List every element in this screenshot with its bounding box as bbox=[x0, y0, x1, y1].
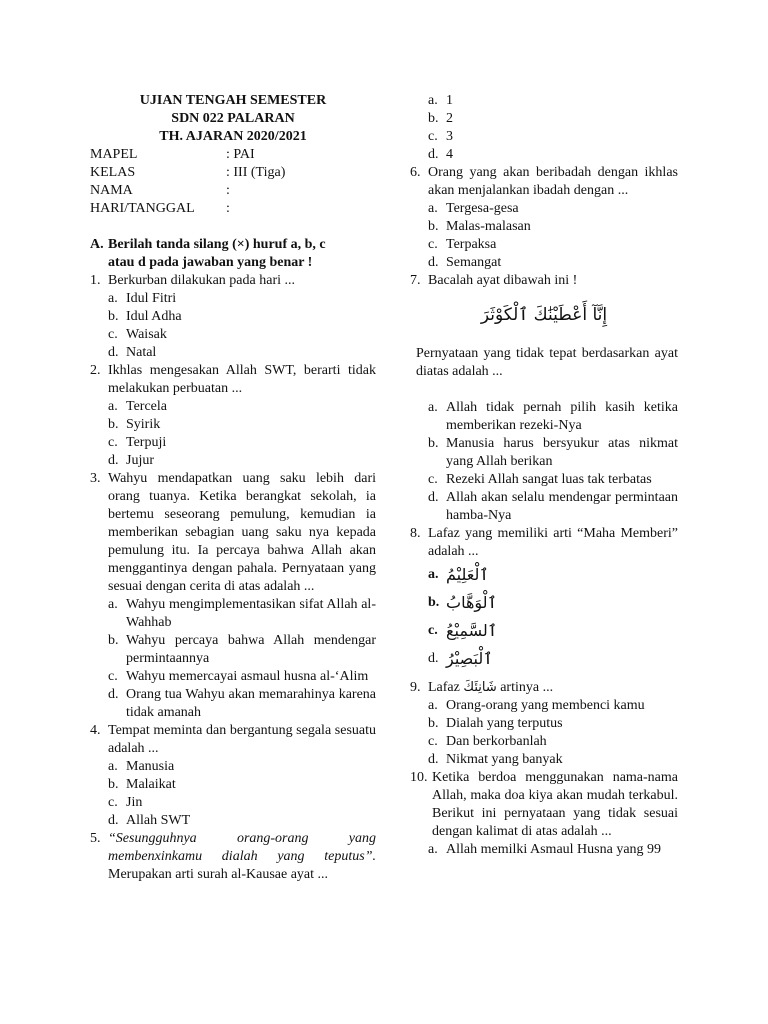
option-letter: a. bbox=[428, 93, 438, 108]
option-text: Syirik bbox=[126, 417, 161, 432]
question-2 bbox=[90, 362, 376, 398]
option-a[interactable] bbox=[90, 398, 376, 416]
question-10 bbox=[410, 769, 678, 841]
info-row-kelas bbox=[90, 164, 376, 182]
option-text: Jin bbox=[126, 795, 143, 810]
option-b[interactable] bbox=[90, 308, 376, 326]
option-b[interactable] bbox=[410, 110, 678, 128]
option-letter: a. bbox=[108, 597, 118, 612]
option-letter: b. bbox=[108, 633, 119, 648]
option-text: Idul Fitri bbox=[126, 291, 177, 306]
question-number: 2. bbox=[90, 363, 101, 378]
option-text: 1 bbox=[446, 93, 453, 108]
info-row-nama bbox=[90, 182, 376, 200]
option-d[interactable] bbox=[90, 812, 376, 830]
option-letter: b. bbox=[428, 595, 440, 610]
section-line-2: atau d pada jawaban yang benar ! bbox=[108, 255, 313, 270]
info-row-mapel bbox=[90, 146, 376, 164]
option-letter: c. bbox=[108, 435, 118, 450]
school-name: SDN 022 PALARAN bbox=[171, 111, 295, 126]
option-text: Allah SWT bbox=[126, 813, 191, 828]
option-letter: b. bbox=[428, 716, 439, 731]
option-letter: b. bbox=[428, 436, 439, 451]
option-text: Orang tua Wahyu akan memarahinya karena tidak amanah bbox=[126, 687, 376, 720]
question-text: Ketika berdoa menggunakan nama-nama Allah, maka doa kiya akan mudah terkabul. Berikut ini pernyataan yang tidak sesuai dengan kalimat di atas adalah ... bbox=[432, 770, 678, 839]
option-d[interactable] bbox=[410, 645, 678, 673]
option-text: Terpaksa bbox=[446, 237, 497, 252]
option-letter: c. bbox=[428, 734, 438, 749]
question-9 bbox=[410, 679, 678, 697]
section-instruction bbox=[90, 236, 376, 272]
option-text: Dialah yang terputus bbox=[446, 716, 563, 731]
option-letter: c. bbox=[108, 327, 118, 342]
option-text: 2 bbox=[446, 111, 453, 126]
question-text: Berkurban dilakukan pada hari ... bbox=[108, 273, 295, 288]
option-text: Wahyu percaya bahwa Allah mendengar permintaannya bbox=[126, 633, 376, 666]
option-a[interactable] bbox=[90, 290, 376, 308]
student-info bbox=[90, 146, 376, 218]
question-text bbox=[428, 679, 678, 697]
option-text: Waisak bbox=[126, 327, 167, 342]
section-line-1: Berilah tanda silang (×) huruf a, b, c bbox=[108, 237, 326, 252]
question-5 bbox=[90, 830, 376, 884]
option-text: Manusia harus bersyukur atas nikmat yang Allah berikan bbox=[446, 436, 678, 469]
option-c[interactable] bbox=[90, 668, 376, 686]
option-letter: c. bbox=[108, 795, 118, 810]
option-d[interactable] bbox=[90, 344, 376, 362]
option-text: Nikmat yang banyak bbox=[446, 752, 563, 767]
option-letter: d. bbox=[428, 147, 439, 162]
option-text: Tercela bbox=[126, 399, 167, 414]
question-number: 6. bbox=[410, 165, 421, 180]
question-3 bbox=[90, 470, 376, 596]
option-text: Jujur bbox=[126, 453, 154, 468]
option-letter: a. bbox=[428, 698, 438, 713]
info-key: KELAS bbox=[90, 165, 136, 180]
option-c[interactable] bbox=[90, 434, 376, 452]
option-text: Orang-orang yang membenci kamu bbox=[446, 698, 645, 713]
option-b[interactable] bbox=[410, 589, 678, 617]
option-a[interactable] bbox=[90, 596, 376, 632]
option-letter: c. bbox=[108, 669, 118, 684]
option-c[interactable] bbox=[410, 733, 678, 751]
option-a[interactable] bbox=[410, 200, 678, 218]
option-text: 3 bbox=[446, 129, 453, 144]
question-number: 1. bbox=[90, 273, 101, 288]
question-text: Bacalah ayat dibawah ini ! bbox=[428, 273, 578, 288]
option-letter: c. bbox=[428, 129, 438, 144]
option-letter: b. bbox=[428, 111, 439, 126]
question-text: Ikhlas mengesakan Allah SWT, berarti tidak melakukan perbuatan ... bbox=[108, 363, 376, 396]
option-c[interactable] bbox=[410, 128, 678, 146]
option-letter: a. bbox=[428, 400, 438, 415]
option-text: Wahyu mengimplementasikan sifat Allah al-Wahhab bbox=[126, 597, 376, 630]
question-prefix: Lafaz bbox=[428, 680, 460, 695]
option-a[interactable] bbox=[410, 561, 678, 589]
question-1 bbox=[90, 272, 376, 290]
question-text-rest: Merupakan arti surah al-Kausae ayat ... bbox=[108, 867, 329, 882]
question-7 bbox=[410, 272, 678, 290]
info-value: : III (Tiga) bbox=[226, 165, 286, 180]
question-number: 9. bbox=[410, 680, 421, 695]
option-letter: d. bbox=[428, 255, 439, 270]
option-letter: d. bbox=[108, 453, 119, 468]
question-number: 3. bbox=[90, 471, 101, 486]
option-b[interactable] bbox=[90, 416, 376, 434]
option-a[interactable] bbox=[90, 758, 376, 776]
question-text bbox=[108, 830, 376, 884]
option-text: Semangat bbox=[446, 255, 502, 270]
option-letter: a. bbox=[108, 291, 118, 306]
exam-title: UJIAN TENGAH SEMESTER bbox=[139, 93, 327, 108]
question-text: Tempat meminta dan bergantung segala sesuatu adalah ... bbox=[108, 723, 376, 756]
option-b[interactable] bbox=[90, 776, 376, 794]
option-a[interactable] bbox=[410, 92, 678, 110]
option-d[interactable] bbox=[410, 489, 678, 525]
option-text: Rezeki Allah sangat luas tak terbatas bbox=[446, 472, 652, 487]
option-text: Allah tidak pernah pilih kasih ketika memberikan rezeki-Nya bbox=[446, 400, 678, 433]
question-number: 8. bbox=[410, 526, 421, 541]
academic-year: TH. AJARAN 2020/2021 bbox=[159, 129, 307, 144]
question-6 bbox=[410, 164, 678, 200]
section-letter: A. bbox=[90, 237, 104, 252]
info-row-hari-tanggal bbox=[90, 200, 376, 218]
question-number: 5. bbox=[90, 831, 101, 846]
info-key: NAMA bbox=[90, 183, 133, 198]
option-letter: d. bbox=[108, 687, 119, 702]
arabic-word: شَانِئَكَ bbox=[463, 680, 497, 695]
question-suffix: artinya ... bbox=[500, 680, 554, 695]
option-letter: b. bbox=[108, 417, 119, 432]
option-c[interactable] bbox=[90, 326, 376, 344]
question-text: Orang yang akan beribadah dengan ikhlas akan menjalankan ibadah dengan ... bbox=[428, 165, 678, 198]
option-a[interactable] bbox=[410, 697, 678, 715]
option-letter: a. bbox=[108, 399, 118, 414]
option-d[interactable] bbox=[90, 686, 376, 722]
info-key: MAPEL bbox=[90, 147, 138, 162]
option-letter: a. bbox=[428, 842, 438, 857]
question-8 bbox=[410, 525, 678, 561]
option-a[interactable] bbox=[410, 399, 678, 435]
arabic-verse: إِنَّآ أَعْطَيْنَٰكَ ٱلْكَوْثَرَ bbox=[480, 305, 608, 325]
info-value: : PAI bbox=[226, 147, 255, 162]
question-number: 7. bbox=[410, 273, 421, 288]
option-text: Allah akan selalu mendengar permintaan hamba-Nya bbox=[446, 490, 678, 523]
option-b[interactable] bbox=[410, 218, 678, 236]
option-b[interactable] bbox=[90, 632, 376, 668]
option-letter: d. bbox=[428, 752, 439, 767]
option-c[interactable] bbox=[410, 617, 678, 645]
option-letter: a. bbox=[428, 201, 438, 216]
option-d[interactable] bbox=[410, 146, 678, 164]
option-letter: c. bbox=[428, 623, 438, 638]
question-number: 10. bbox=[410, 770, 428, 785]
option-text: Terpuji bbox=[126, 435, 167, 450]
option-letter: b. bbox=[108, 777, 119, 792]
question-number: 4. bbox=[90, 723, 101, 738]
option-c[interactable] bbox=[410, 236, 678, 254]
option-text: Tergesa-gesa bbox=[446, 201, 519, 216]
option-text: Manusia bbox=[126, 759, 175, 774]
option-a[interactable] bbox=[410, 841, 678, 859]
option-letter: c. bbox=[428, 472, 438, 487]
option-text: Malaikat bbox=[126, 777, 176, 792]
option-letter: d. bbox=[428, 651, 439, 666]
option-d[interactable] bbox=[410, 254, 678, 272]
option-letter: b. bbox=[428, 219, 439, 234]
option-text: Allah memilki Asmaul Husna yang 99 bbox=[446, 842, 662, 857]
question-statement: Pernyataan yang tidak tepat berdasarkan ayat diatas adalah ... bbox=[416, 346, 678, 379]
info-key: HARI/TANGGAL bbox=[90, 201, 195, 216]
option-d[interactable] bbox=[410, 751, 678, 769]
info-value: : bbox=[226, 183, 230, 198]
option-arabic: ٱلْعَلِيْمُ bbox=[446, 565, 489, 584]
left-column bbox=[90, 92, 376, 884]
option-letter: d. bbox=[108, 345, 119, 360]
option-b[interactable] bbox=[410, 715, 678, 733]
option-arabic: ٱلْبَصِيْرُ bbox=[446, 649, 493, 668]
option-letter: a. bbox=[108, 759, 118, 774]
option-arabic: ٱلسَّمِيْعُ bbox=[446, 621, 498, 640]
option-letter: a. bbox=[428, 567, 439, 582]
option-c[interactable] bbox=[90, 794, 376, 812]
option-letter: b. bbox=[108, 309, 119, 324]
question-4 bbox=[90, 722, 376, 758]
option-text: Malas-malasan bbox=[446, 219, 531, 234]
option-text: Dan berkorbanlah bbox=[446, 734, 547, 749]
option-letter: d. bbox=[108, 813, 119, 828]
option-text: 4 bbox=[446, 147, 453, 162]
option-text: Natal bbox=[126, 345, 157, 360]
option-arabic: ٱلْوَهَّابُ bbox=[446, 593, 497, 612]
option-b[interactable] bbox=[410, 435, 678, 471]
option-letter: d. bbox=[428, 490, 439, 505]
option-text: Idul Adha bbox=[126, 309, 182, 324]
question-text: Lafaz yang memiliki arti “Maha Memberi” adalah ... bbox=[428, 526, 678, 559]
question-text: Wahyu mendapatkan uang saku lebih dari orang tuanya. Ketika berangkat sekolah, ia bertemu seseorang pemulung, kemudian ia memberikan sebagian uang saku nya kepada pemulung itu. Ia percaya bahwa Allah akan menggantinya dengan pahala. Pernyataan yang sesuai dengan cerita di atas adalah ... bbox=[108, 471, 376, 594]
option-letter: c. bbox=[428, 237, 438, 252]
right-column bbox=[410, 92, 678, 859]
quoted-translation: “Sesungguhnya orang-orang yang membenxinkamu dialah yang teputus”. bbox=[108, 831, 376, 864]
info-value: : bbox=[226, 201, 230, 216]
option-d[interactable] bbox=[90, 452, 376, 470]
option-c[interactable] bbox=[410, 471, 678, 489]
option-text: Wahyu memercayai asmaul husna al-‘Alim bbox=[126, 669, 369, 684]
